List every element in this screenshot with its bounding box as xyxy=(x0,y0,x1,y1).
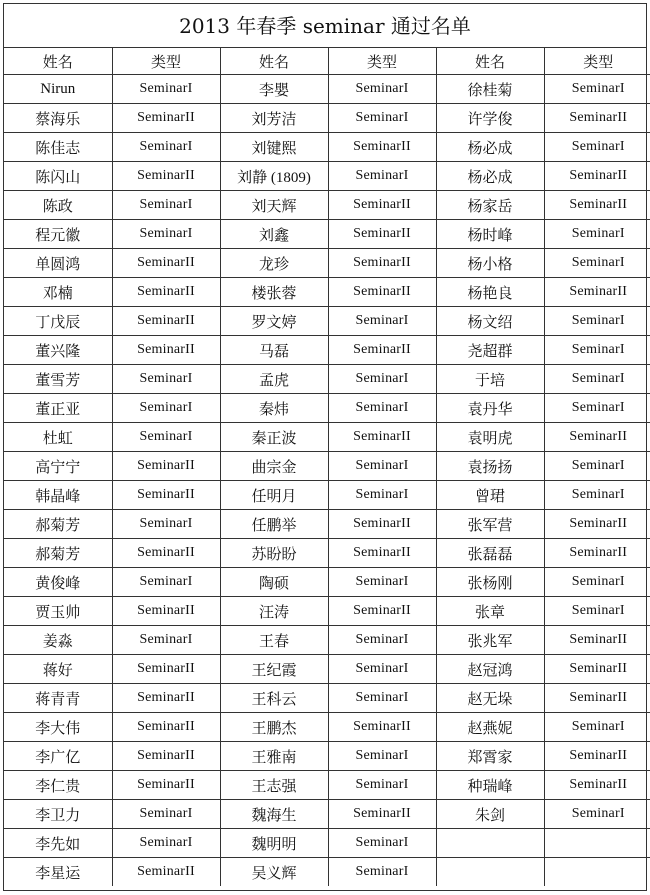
student-name-cell: 王雅南 xyxy=(220,742,328,771)
student-name-cell: 魏海生 xyxy=(220,800,328,829)
table-row xyxy=(4,481,650,510)
student-name-cell: 董兴隆 xyxy=(4,336,112,365)
column-header-name: 姓名 xyxy=(4,48,112,75)
table-row xyxy=(4,365,650,394)
seminar-type-cell: SeminarII xyxy=(328,597,436,626)
seminar-type-cell: SeminarII xyxy=(544,626,650,655)
student-name-cell: 李仁贵 xyxy=(4,771,112,800)
student-name-cell: 李嬰 xyxy=(220,75,328,104)
seminar-type-cell: SeminarII xyxy=(328,713,436,742)
student-name-cell: 李先如 xyxy=(4,829,112,858)
seminar-type-cell: SeminarII xyxy=(112,742,220,771)
seminar-type-cell: SeminarI xyxy=(112,510,220,539)
student-name-cell: 赵燕妮 xyxy=(436,713,544,742)
column-header-name: 姓名 xyxy=(436,48,544,75)
seminar-type-cell: SeminarI xyxy=(112,191,220,220)
student-name-cell: 贾玉帅 xyxy=(4,597,112,626)
seminar-type-cell: SeminarI xyxy=(544,307,650,336)
table-row xyxy=(4,597,650,626)
table-row xyxy=(4,278,650,307)
student-name-cell: 刘芳洁 xyxy=(220,104,328,133)
seminar-type-cell: SeminarI xyxy=(328,394,436,423)
student-name-cell: 秦正波 xyxy=(220,423,328,452)
table-row xyxy=(4,626,650,655)
student-name-cell: 蔡海乐 xyxy=(4,104,112,133)
seminar-type-cell: SeminarI xyxy=(544,133,650,162)
student-name-cell: Nirun xyxy=(4,75,112,104)
seminar-type-cell: SeminarII xyxy=(328,539,436,568)
table-row xyxy=(4,75,650,104)
seminar-type-cell: SeminarI xyxy=(544,365,650,394)
student-name-cell: 董正亚 xyxy=(4,394,112,423)
seminar-type-cell: SeminarII xyxy=(112,104,220,133)
student-name-cell: 尧超群 xyxy=(436,336,544,365)
student-name-cell: 王春 xyxy=(220,626,328,655)
seminar-type-cell: SeminarII xyxy=(112,307,220,336)
student-name-cell: 杨小格 xyxy=(436,249,544,278)
student-name-cell: 李星运 xyxy=(4,858,112,887)
seminar-type-cell: SeminarI xyxy=(544,452,650,481)
seminar-type-cell: SeminarI xyxy=(112,626,220,655)
seminar-type-cell: SeminarI xyxy=(112,133,220,162)
student-name-cell: 李大伟 xyxy=(4,713,112,742)
student-name-cell: 蒋青青 xyxy=(4,684,112,713)
seminar-type-cell: SeminarI xyxy=(112,75,220,104)
student-name-cell: 龙珍 xyxy=(220,249,328,278)
seminar-type-cell: SeminarI xyxy=(328,481,436,510)
table-row xyxy=(4,858,650,887)
student-name-cell: 王志强 xyxy=(220,771,328,800)
seminar-type-cell: SeminarII xyxy=(328,800,436,829)
column-header-type: 类型 xyxy=(112,48,220,75)
table-row xyxy=(4,336,650,365)
seminar-type-cell: SeminarI xyxy=(328,452,436,481)
seminar-type-cell: SeminarI xyxy=(544,336,650,365)
seminar-type-cell: SeminarI xyxy=(544,249,650,278)
student-name-cell: 刘鑫 xyxy=(220,220,328,249)
table-row xyxy=(4,829,650,858)
student-name-cell: 刘天辉 xyxy=(220,191,328,220)
student-name-cell: 张磊磊 xyxy=(436,539,544,568)
table-row xyxy=(4,191,650,220)
table-row xyxy=(4,394,650,423)
seminar-type-cell: SeminarI xyxy=(112,394,220,423)
seminar-type-cell: SeminarII xyxy=(112,452,220,481)
seminar-type-cell: SeminarII xyxy=(544,742,650,771)
seminar-type-cell: SeminarII xyxy=(112,655,220,684)
page-title: 2013 年春季 seminar 通过名单 xyxy=(4,4,646,48)
student-name-cell xyxy=(436,829,544,858)
seminar-type-cell: SeminarII xyxy=(544,655,650,684)
student-name-cell: 任明月 xyxy=(220,481,328,510)
table-row xyxy=(4,684,650,713)
student-name-cell: 郝菊芳 xyxy=(4,539,112,568)
column-header-type: 类型 xyxy=(544,48,650,75)
seminar-type-cell: SeminarII xyxy=(112,278,220,307)
seminar-type-cell: SeminarII xyxy=(112,249,220,278)
student-name-cell: 杨家岳 xyxy=(436,191,544,220)
student-name-cell: 邓楠 xyxy=(4,278,112,307)
seminar-type-cell: SeminarII xyxy=(544,510,650,539)
seminar-type-cell: SeminarI xyxy=(112,220,220,249)
student-name-cell: 刘静 (1809) xyxy=(220,162,328,191)
table-row xyxy=(4,568,650,597)
student-name-cell: 张章 xyxy=(436,597,544,626)
seminar-type-cell: SeminarII xyxy=(112,481,220,510)
table-row xyxy=(4,742,650,771)
seminar-type-cell: SeminarI xyxy=(328,75,436,104)
seminar-type-cell: SeminarI xyxy=(328,684,436,713)
table-row xyxy=(4,423,650,452)
seminar-type-cell: SeminarII xyxy=(544,191,650,220)
student-name-cell: 张杨刚 xyxy=(436,568,544,597)
seminar-type-cell: SeminarII xyxy=(112,713,220,742)
seminar-type-cell: SeminarI xyxy=(328,771,436,800)
student-name-cell: 郝菊芳 xyxy=(4,510,112,539)
seminar-type-cell: SeminarII xyxy=(112,539,220,568)
student-name-cell: 黄俊峰 xyxy=(4,568,112,597)
student-name-cell: 姜淼 xyxy=(4,626,112,655)
student-name-cell: 程元徽 xyxy=(4,220,112,249)
seminar-type-cell xyxy=(544,829,650,858)
student-name-cell: 陈闪山 xyxy=(4,162,112,191)
seminar-type-cell: SeminarI xyxy=(328,307,436,336)
student-name-cell: 王科云 xyxy=(220,684,328,713)
seminar-type-cell: SeminarI xyxy=(328,858,436,887)
student-name-cell: 丁戊辰 xyxy=(4,307,112,336)
seminar-type-cell: SeminarI xyxy=(328,162,436,191)
student-name-cell: 秦炜 xyxy=(220,394,328,423)
document-page xyxy=(3,3,647,891)
student-name-cell: 于培 xyxy=(436,365,544,394)
seminar-type-cell: SeminarII xyxy=(328,278,436,307)
table-row xyxy=(4,162,650,191)
seminar-type-cell: SeminarII xyxy=(112,336,220,365)
table-row xyxy=(4,539,650,568)
column-header-name: 姓名 xyxy=(220,48,328,75)
seminar-type-cell: SeminarII xyxy=(544,162,650,191)
seminar-type-cell: SeminarII xyxy=(328,191,436,220)
column-header-type: 类型 xyxy=(328,48,436,75)
table-row xyxy=(4,771,650,800)
student-name-cell: 杨艳良 xyxy=(436,278,544,307)
student-name-cell: 张军营 xyxy=(436,510,544,539)
seminar-type-cell: SeminarII xyxy=(544,104,650,133)
seminar-type-cell: SeminarI xyxy=(328,655,436,684)
seminar-type-cell: SeminarI xyxy=(544,75,650,104)
student-name-cell: 吴义辉 xyxy=(220,858,328,887)
student-name-cell: 王纪霞 xyxy=(220,655,328,684)
student-name-cell: 陶硕 xyxy=(220,568,328,597)
student-name-cell: 杜虹 xyxy=(4,423,112,452)
student-name-cell: 杨文绍 xyxy=(436,307,544,336)
student-name-cell: 任鹏举 xyxy=(220,510,328,539)
student-name-cell: 李广亿 xyxy=(4,742,112,771)
student-name-cell: 陈佳志 xyxy=(4,133,112,162)
table-row xyxy=(4,800,650,829)
student-name-cell: 张兆军 xyxy=(436,626,544,655)
student-name-cell xyxy=(436,858,544,887)
seminar-type-cell: SeminarII xyxy=(328,133,436,162)
student-name-cell: 刘键熙 xyxy=(220,133,328,162)
table-row xyxy=(4,220,650,249)
student-name-cell: 郑霄家 xyxy=(436,742,544,771)
student-name-cell: 许学俊 xyxy=(436,104,544,133)
student-name-cell: 蒋好 xyxy=(4,655,112,684)
student-name-cell: 董雪芳 xyxy=(4,365,112,394)
student-name-cell: 袁明虎 xyxy=(436,423,544,452)
student-name-cell: 袁扬扬 xyxy=(436,452,544,481)
student-name-cell: 曲宗金 xyxy=(220,452,328,481)
seminar-type-cell: SeminarII xyxy=(112,684,220,713)
seminar-type-cell: SeminarII xyxy=(328,220,436,249)
seminar-type-cell: SeminarI xyxy=(112,800,220,829)
seminar-type-cell: SeminarI xyxy=(328,568,436,597)
seminar-type-cell: SeminarII xyxy=(112,771,220,800)
student-name-cell: 王鹏杰 xyxy=(220,713,328,742)
seminar-type-cell: SeminarI xyxy=(112,568,220,597)
student-name-cell: 苏盼盼 xyxy=(220,539,328,568)
seminar-type-cell: SeminarI xyxy=(544,713,650,742)
table-row xyxy=(4,104,650,133)
seminar-type-cell: SeminarI xyxy=(544,597,650,626)
seminar-type-cell: SeminarII xyxy=(112,858,220,887)
student-name-cell: 赵无垛 xyxy=(436,684,544,713)
seminar-type-cell: SeminarII xyxy=(112,597,220,626)
seminar-type-cell: SeminarII xyxy=(544,423,650,452)
seminar-type-cell: SeminarII xyxy=(328,423,436,452)
seminar-type-cell: SeminarI xyxy=(544,220,650,249)
seminar-type-cell: SeminarII xyxy=(328,249,436,278)
student-name-cell: 徐桂菊 xyxy=(436,75,544,104)
seminar-type-cell: SeminarI xyxy=(328,626,436,655)
student-name-cell: 袁丹华 xyxy=(436,394,544,423)
seminar-type-cell: SeminarI xyxy=(544,481,650,510)
student-name-cell: 单圆鸿 xyxy=(4,249,112,278)
seminar-type-cell: SeminarII xyxy=(328,336,436,365)
seminar-type-cell: SeminarI xyxy=(328,365,436,394)
student-name-cell: 李卫力 xyxy=(4,800,112,829)
seminar-type-cell: SeminarII xyxy=(112,162,220,191)
student-name-cell: 楼张蓉 xyxy=(220,278,328,307)
student-name-cell: 杨必成 xyxy=(436,133,544,162)
seminar-type-cell: SeminarII xyxy=(544,684,650,713)
student-name-cell: 杨时峰 xyxy=(436,220,544,249)
seminar-type-cell: SeminarI xyxy=(328,104,436,133)
student-name-cell: 曾珺 xyxy=(436,481,544,510)
student-name-cell: 孟虎 xyxy=(220,365,328,394)
student-name-cell: 杨必成 xyxy=(436,162,544,191)
header-row xyxy=(4,48,650,75)
seminar-type-cell: SeminarII xyxy=(544,539,650,568)
student-name-cell: 汪涛 xyxy=(220,597,328,626)
table-row xyxy=(4,133,650,162)
seminar-type-cell: SeminarI xyxy=(544,800,650,829)
student-name-cell: 马磊 xyxy=(220,336,328,365)
seminar-type-cell: SeminarI xyxy=(544,568,650,597)
seminar-type-cell: SeminarI xyxy=(544,394,650,423)
seminar-type-cell: SeminarII xyxy=(544,771,650,800)
seminar-type-cell: SeminarI xyxy=(328,829,436,858)
student-name-cell: 赵冠鸿 xyxy=(436,655,544,684)
seminar-type-cell: SeminarI xyxy=(112,365,220,394)
seminar-type-cell: SeminarI xyxy=(112,423,220,452)
table-row xyxy=(4,452,650,481)
seminar-type-cell xyxy=(544,858,650,887)
roster-table xyxy=(4,48,650,886)
student-name-cell: 罗文婷 xyxy=(220,307,328,336)
table-row xyxy=(4,307,650,336)
table-row xyxy=(4,713,650,742)
student-name-cell: 韩晶峰 xyxy=(4,481,112,510)
student-name-cell: 魏明明 xyxy=(220,829,328,858)
seminar-type-cell: SeminarI xyxy=(328,742,436,771)
seminar-type-cell: SeminarI xyxy=(112,829,220,858)
table-row xyxy=(4,249,650,278)
student-name-cell: 陈政 xyxy=(4,191,112,220)
table-row xyxy=(4,655,650,684)
seminar-type-cell: SeminarII xyxy=(328,510,436,539)
student-name-cell: 高宁宁 xyxy=(4,452,112,481)
student-name-cell: 种瑞峰 xyxy=(436,771,544,800)
table-row xyxy=(4,510,650,539)
seminar-type-cell: SeminarII xyxy=(544,278,650,307)
student-name-cell: 朱剑 xyxy=(436,800,544,829)
